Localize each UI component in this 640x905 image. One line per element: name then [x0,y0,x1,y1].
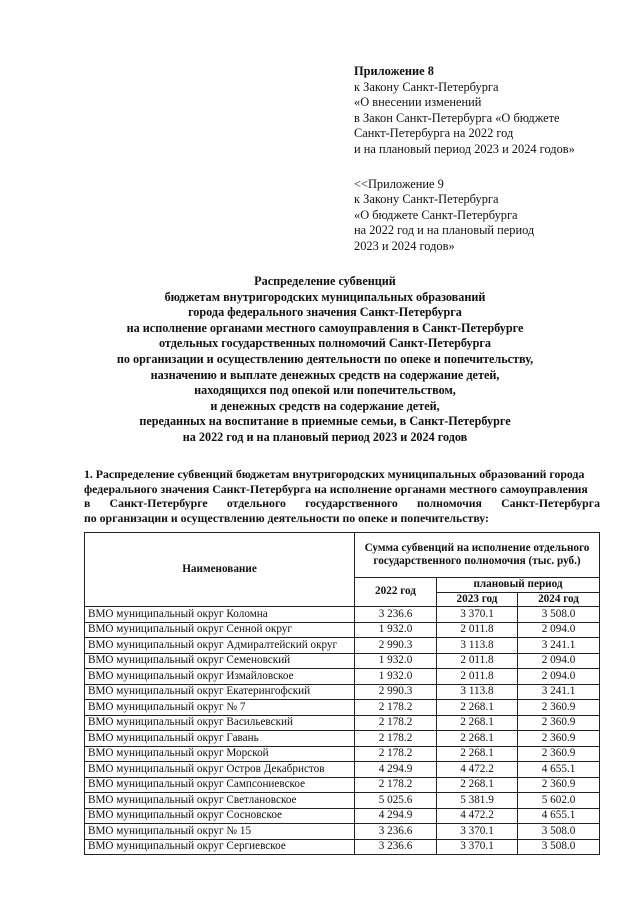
row-2024: 2 094.0 [518,669,600,685]
table-row [85,684,600,700]
table-row [85,653,600,669]
row-2023: 2 268.1 [437,777,518,793]
row-2023: 2 268.1 [437,700,518,716]
table-row [85,700,600,716]
row-name: ВМО муниципальный округ Адмиралтейский округ [85,638,355,654]
row-2024: 5 602.0 [518,793,600,809]
title-line: на исполнение органами местного самоуправления в Санкт-Петербурге [126,320,524,335]
header-2023: 2023 год [437,592,518,607]
row-2023: 3 370.1 [437,839,518,855]
table-row [85,746,600,762]
header-sum-title: Сумма субвенций на исполнение отдельного государственного полномочия (тыс. руб.) [355,533,600,578]
row-name: ВМО муниципальный округ № 7 [85,700,355,716]
row-name: ВМО муниципальный округ Васильевский [85,715,355,731]
old-appendix-title: <<Приложение 9 [354,176,444,191]
row-2023: 4 472.2 [437,762,518,778]
header-2024: 2024 год [518,592,600,607]
row-2024: 4 655.1 [518,762,600,778]
header-2022: 2022 год [355,578,437,607]
title-line: по организации и осуществлению деятельности по опеке и попечительству, [116,351,534,366]
row-name: ВМО муниципальный округ Коломна [85,607,355,623]
row-2023: 2 268.1 [437,715,518,731]
table-row [85,777,600,793]
row-2022: 2 990.3 [355,684,437,700]
row-2022: 2 178.2 [355,700,437,716]
paragraph-word: государственного [305,496,398,511]
title-line: переданных на воспитание в приемные семьи, в Санкт-Петербурге [139,414,511,429]
row-2022: 2 178.2 [355,777,437,793]
title-line: находящихся под опекой или попечительством, [194,383,456,398]
paragraph-word: полномочия [416,496,482,511]
row-2022: 5 025.6 [355,793,437,809]
row-2022: 2 990.3 [355,638,437,654]
header-planned-period: плановый период [437,578,600,593]
row-2022: 2 178.2 [355,715,437,731]
row-2024: 2 360.9 [518,746,600,762]
row-2023: 3 370.1 [437,824,518,840]
table-row [85,622,600,638]
old-appendix-line: 2023 и 2024 годов» [354,238,455,253]
table-row [85,638,600,654]
table-row [85,808,600,824]
row-2024: 3 508.0 [518,824,600,840]
table-row [85,731,600,747]
row-2024: 3 508.0 [518,839,600,855]
row-2023: 2 268.1 [437,731,518,747]
appendix-line: и на плановый период 2023 и 2024 годов» [354,141,575,156]
paragraph-word: в [84,496,91,511]
old-appendix-line: на 2022 год и на плановый период [354,223,535,238]
row-2023: 4 472.2 [437,808,518,824]
row-2022: 2 178.2 [355,746,437,762]
title-line: на 2022 год и на плановый период 2023 и 2024 годов [182,429,468,444]
table-row [85,669,600,685]
row-2022: 1 932.0 [355,669,437,685]
row-2022: 1 932.0 [355,653,437,669]
old-appendix-line: «О бюджете Санкт-Петербурга [354,207,518,222]
row-2024: 3 241.1 [518,684,600,700]
row-2024: 2 094.0 [518,653,600,669]
table-row [85,839,600,855]
header-name: Наименование [85,533,355,607]
row-name: ВМО муниципальный округ Сосновское [85,808,355,824]
row-name: ВМО муниципальный округ Сенной округ [85,622,355,638]
paragraph-word: Санкт-Петербурге [109,496,208,511]
paragraph-word: отдельного [226,496,286,511]
section-1-paragraph [84,467,600,525]
row-2022: 3 236.6 [355,839,437,855]
row-2022: 2 178.2 [355,731,437,747]
row-2024: 3 508.0 [518,607,600,623]
row-2024: 2 360.9 [518,777,600,793]
row-name: ВМО муниципальный округ Остров Декабристов [85,762,355,778]
row-name: ВМО муниципальный округ Светлановское [85,793,355,809]
row-2024: 2 360.9 [518,715,600,731]
paragraph-line-justified [84,496,600,511]
title-line: бюджетам внутригородских муниципальных образований [164,289,486,304]
row-2023: 2 011.8 [437,669,518,685]
row-name: ВМО муниципальный округ Екатерингофский [85,684,355,700]
table-row [85,715,600,731]
subsidy-table [84,532,600,855]
paragraph-line: федерального значения Санкт-Петербурга на исполнение органами местного самоуправления [84,481,588,496]
row-2023: 2 268.1 [437,746,518,762]
row-2024: 2 094.0 [518,622,600,638]
table-row [85,824,600,840]
row-2022: 1 932.0 [355,622,437,638]
document-title [60,274,590,446]
appendix-line: «О внесении изменений [354,95,482,110]
title-line: Распределение субвенций [254,274,396,288]
row-2023: 2 011.8 [437,653,518,669]
appendix-line: к Закону Санкт-Петербурга [354,79,499,94]
title-line: города федерального значения Санкт-Петербурга [188,305,462,320]
row-name: ВМО муниципальный округ Семеновский [85,653,355,669]
row-name: ВМО муниципальный округ Измайловское [85,669,355,685]
appendix-header [354,64,634,255]
row-2023: 5 381.9 [437,793,518,809]
row-name: ВМО муниципальный округ № 15 [85,824,355,840]
row-2024: 2 360.9 [518,700,600,716]
row-name: ВМО муниципальный округ Гавань [85,731,355,747]
title-line: отдельных государственных полномочий Санкт-Петербурга [158,336,492,351]
paragraph-word: Санкт-Петербурга [501,496,600,511]
table-row [85,793,600,809]
row-name: ВМО муниципальный округ Сампсониевское [85,777,355,793]
table-row [85,607,600,623]
row-2023: 3 113.8 [437,638,518,654]
row-2022: 3 236.6 [355,607,437,623]
paragraph-line: по организации и осуществлению деятельности по опеке и попечительству: [84,510,489,525]
title-line: и денежных средств на содержание детей, [210,398,440,413]
row-2022: 4 294.9 [355,808,437,824]
row-2024: 4 655.1 [518,808,600,824]
row-name: ВМО муниципальный округ Морской [85,746,355,762]
row-2022: 3 236.6 [355,824,437,840]
row-2023: 3 113.8 [437,684,518,700]
title-line: назначению и выплате денежных средств на содержание детей, [150,367,500,382]
appendix-line: Санкт-Петербурга на 2022 год [354,126,514,141]
paragraph-line: 1. Распределение субвенций бюджетам внутригородских муниципальных образований города [84,467,585,481]
table-row [85,762,600,778]
old-appendix-line: к Закону Санкт-Петербурга [354,192,499,207]
row-2024: 2 360.9 [518,731,600,747]
row-2024: 3 241.1 [518,638,600,654]
row-2023: 2 011.8 [437,622,518,638]
row-name: ВМО муниципальный округ Сергиевское [85,839,355,855]
row-2023: 3 370.1 [437,607,518,623]
appendix-title: Приложение 8 [354,64,434,78]
appendix-line: в Закон Санкт-Петербурга «О бюджете [354,110,560,125]
row-2022: 4 294.9 [355,762,437,778]
